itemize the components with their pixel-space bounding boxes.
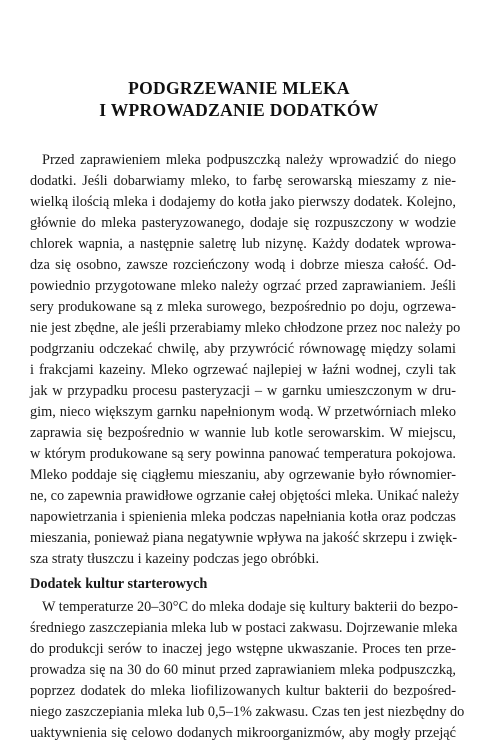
- paragraph1-line: wielką ilością mleka i dodajemy do kotła jako pierwszy dodatek. Kolejno,: [30, 194, 456, 210]
- paragraph1-line: jak w przypadku procesu pasteryzacji – w garnku umieszczonym w dru-: [30, 383, 456, 399]
- paragraph1-line: sery produkowane są z mleka surowego, bezpośrednio po doju, ogrzewa-: [30, 299, 456, 315]
- paragraph1-line: sza straty tłuszczu i kazeiny podczas jego obróbki.: [30, 551, 320, 567]
- paragraph2-line: średniego zaszczepiania mleka lub w postaci zakwasu. Dojrzewanie mleka: [30, 620, 458, 636]
- paragraph2-line: W temperaturze 20–30°C do mleka dodaje się kultury bakterii do bezpo-: [42, 599, 458, 615]
- paragraph1-line: dodatki. Jeśli dobarwiamy mleko, to farbę serowarską mieszamy z nie-: [30, 173, 456, 189]
- paragraph1-line: Mleko poddaje się ciągłemu mieszaniu, aby ogrzewanie było równomier-: [30, 467, 456, 483]
- chapter-title-line1: PODGRZEWANIE MLEKA: [128, 78, 350, 98]
- paragraph2-line: niego zaszczepiania mleka lub 0,5–1% zakwasu. Czas ten jest niezbędny do: [30, 704, 465, 720]
- section-subheading: Dodatek kultur starterowych: [30, 576, 208, 592]
- chapter-title-line2: I WPROWADZANIE DODATKÓW: [99, 100, 379, 120]
- paragraph1-line: zaprawia się bezpośrednio w wannie lub kotle serowarskim. W miejscu,: [30, 425, 456, 441]
- paragraph1-line: napowietrzania i spienienia mleka podczas napełniania kotła oraz podczas: [30, 509, 456, 525]
- paragraph1-line: nie jest zbędne, ale jeśli przerabiamy mleko chłodzone przez noc należy po: [30, 320, 461, 336]
- paragraph1-line: powiednio przygotowane mleko należy ogrzać przed zaprawianiem. Jeśli: [30, 278, 456, 294]
- paragraph2-line: do produkcji serów to inaczej jego wstępne ukwaszanie. Proces ten prze-: [30, 641, 456, 657]
- paragraph1-line: i frakcjami kazeiny. Mleko ogrzewać najlepiej w łaźni wodnej, czyli tak: [30, 362, 456, 378]
- paragraph1-line: w którym produkowane są sery powinna panować temperatura pokojowa.: [30, 446, 456, 462]
- paragraph1-line: chlorek wapnia, a następnie saletrę lub nizynę. Każdy dodatek wprowa-: [30, 236, 456, 252]
- paragraph1-line: gim, nieco większym garnku napełnionym wodą. W przetwórniach mleko: [30, 404, 456, 420]
- paragraph1-line: głównie do mleka pasteryzowanego, dodaje się rozpuszczony w wodzie: [30, 215, 456, 231]
- paragraph1-line: podgrzaniu odczekać chwilę, aby przywrócić równowagę między solami: [30, 341, 456, 357]
- paragraph1-line: Przed zaprawieniem mleka podpuszczką należy wprowadzić do niego: [42, 152, 456, 168]
- paragraph1-line: dza się osobno, zawsze rozcieńczony wodą i dobrze miesza całość. Od-: [30, 257, 456, 273]
- paragraph1-line: ne, co zapewnia prawidłowe ogrzanie całej objętości mleka. Unikać należy: [30, 488, 460, 504]
- paragraph2-line: poprzez dodatek do mleka liofilizowanych kultur bakterii do bezpośred-: [30, 683, 456, 699]
- paragraph2-line: prowadza się na 30 do 60 minut przed zaprawianiem mleka podpuszczką,: [30, 662, 456, 678]
- paragraph2-line: uaktywnienia się celowo dodanych mikroorganizmów, aby mogły przejąć: [30, 725, 456, 741]
- paragraph1-line: mieszania, ponieważ piana negatywnie wpływa na jakość skrzepu i zwięk-: [30, 530, 458, 546]
